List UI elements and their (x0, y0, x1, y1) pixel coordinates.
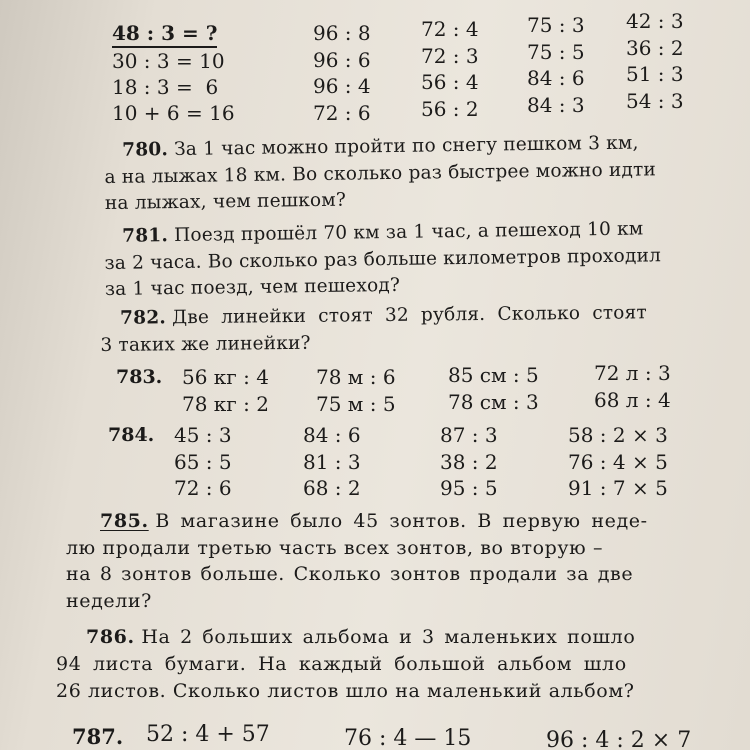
expression: 76 : 4 × 5 (568, 449, 668, 474)
expression: 96 : 6 (313, 47, 371, 72)
expression: 91 : 7 × 5 (568, 476, 668, 500)
expression: 96 : 4 (313, 74, 371, 98)
exercise-783-column-1 (182, 364, 269, 417)
expression: 78 м : 6 (316, 365, 396, 389)
exercise-783-column-4 (594, 360, 671, 413)
exercise-783-column-3 (448, 362, 539, 415)
exercise-781 (104, 216, 662, 303)
expression: 65 : 5 (174, 449, 232, 474)
exercise-text: 94 листа бумаги. На каждый большой альбом шло (56, 653, 627, 675)
top-column-4 (626, 8, 684, 114)
exercise-786 (56, 624, 635, 705)
exercise-787-number: 787. (72, 724, 124, 749)
expression: 45 : 3 (174, 423, 232, 447)
exercise-text: За 1 час можно пройти по снегу пешком 3 км, (173, 132, 639, 161)
top-column-3 (527, 12, 585, 118)
exercise-text: В магазине было 45 зонтов. В первую неде- (155, 510, 648, 532)
expression: 85 см : 5 (448, 363, 539, 387)
exercise-780 (104, 130, 657, 217)
expression: 72 : 4 (421, 17, 479, 41)
expression: 38 : 2 (440, 449, 498, 474)
expression: 56 : 4 (421, 70, 479, 94)
exercise-text: а на лыжах 18 км. Во сколько раз быстрее можно идти (104, 158, 657, 188)
exercise-text: за 1 час поезд, чем пешеход? (104, 274, 401, 300)
exercise-784-column-1 (174, 422, 232, 502)
exercise-785 (66, 508, 648, 614)
expression: 51 : 3 (626, 62, 684, 86)
exercise-783-number: 783. (116, 366, 163, 388)
exercise-text: лю продали третью часть всех зонтов, во вторую – (66, 536, 604, 559)
expression: 81 : 3 (303, 449, 361, 474)
exercise-text: за 2 часа. Во сколько раз больше километров проходил (104, 244, 662, 274)
example-step-3: 10 + 6 = 16 (112, 101, 235, 125)
exercise-text: на лыжах, чем пешком? (104, 189, 347, 214)
expression: 96 : 8 (313, 21, 371, 45)
expression: 56 кг : 4 (182, 365, 269, 389)
expression: 72 л : 3 (594, 361, 671, 385)
expression: 36 : 2 (626, 35, 684, 60)
expression: 75 : 3 (527, 13, 585, 37)
exercise-text: недели? (66, 589, 152, 612)
exercise-784-column-2 (303, 422, 361, 502)
exercise-text: Две линейки стоят 32 рубля. Сколько стоят (171, 302, 648, 329)
expression: 76 : 4 — 15 (344, 726, 472, 750)
expression: 54 : 3 (626, 88, 684, 113)
exercise-783-column-2 (316, 364, 396, 417)
expression: 58 : 2 × 3 (568, 423, 668, 447)
expression: 87 : 3 (440, 423, 498, 447)
expression: 75 м : 5 (316, 391, 396, 416)
exercise-784-column-3 (440, 422, 498, 502)
expression: 95 : 5 (440, 476, 498, 500)
top-column-1 (313, 20, 371, 126)
expression: 42 : 3 (626, 9, 684, 33)
expression: 78 см : 3 (448, 389, 539, 414)
example-question: 48 : 3 = ? (112, 20, 235, 48)
exercise-text: 3 таких же линейки? (100, 332, 311, 356)
expression: 84 : 3 (527, 92, 585, 117)
expression: 72 : 6 (174, 476, 232, 500)
top-column-2 (421, 16, 479, 122)
expression: 72 : 3 (421, 43, 479, 68)
expression: 68 л : 4 (594, 387, 671, 412)
exercise-text: Поезд прошёл 70 км за 1 час, а пешеход 10 км (173, 218, 644, 247)
example-step-2: 18 : 3 = 6 (112, 75, 219, 99)
expression: 75 : 5 (527, 39, 585, 64)
expression: 78 кг : 2 (182, 391, 269, 416)
exercise-784-column-4 (568, 422, 668, 502)
expression: 72 : 6 (313, 100, 371, 125)
exercise-number: 780. (122, 139, 169, 161)
exercise-number: 786. (86, 626, 135, 648)
expression: 52 : 4 + 57 (146, 722, 270, 747)
exercise-text: на 8 зонтов больше. Сколько зонтов продали за две (66, 563, 634, 585)
exercise-number: 782. (120, 307, 167, 329)
exercise-text: 26 листов. Сколько листов шло на маленький альбом? (56, 680, 635, 702)
example-step-1: 30 : 3 = 10 (112, 49, 225, 73)
worked-example (112, 20, 235, 126)
exercise-number: 781. (122, 225, 169, 247)
exercise-782 (100, 300, 647, 359)
expression: 84 : 6 (303, 423, 361, 447)
expression: 96 : 4 : 2 × 7 (546, 728, 692, 750)
expression: 56 : 2 (421, 96, 479, 121)
exercise-number: 785. (100, 510, 149, 532)
exercise-text: На 2 больших альбома и 3 маленьких пошло (141, 626, 636, 648)
expression: 68 : 2 (303, 476, 361, 500)
expression: 84 : 6 (527, 66, 585, 90)
exercise-784-number: 784. (108, 424, 155, 446)
